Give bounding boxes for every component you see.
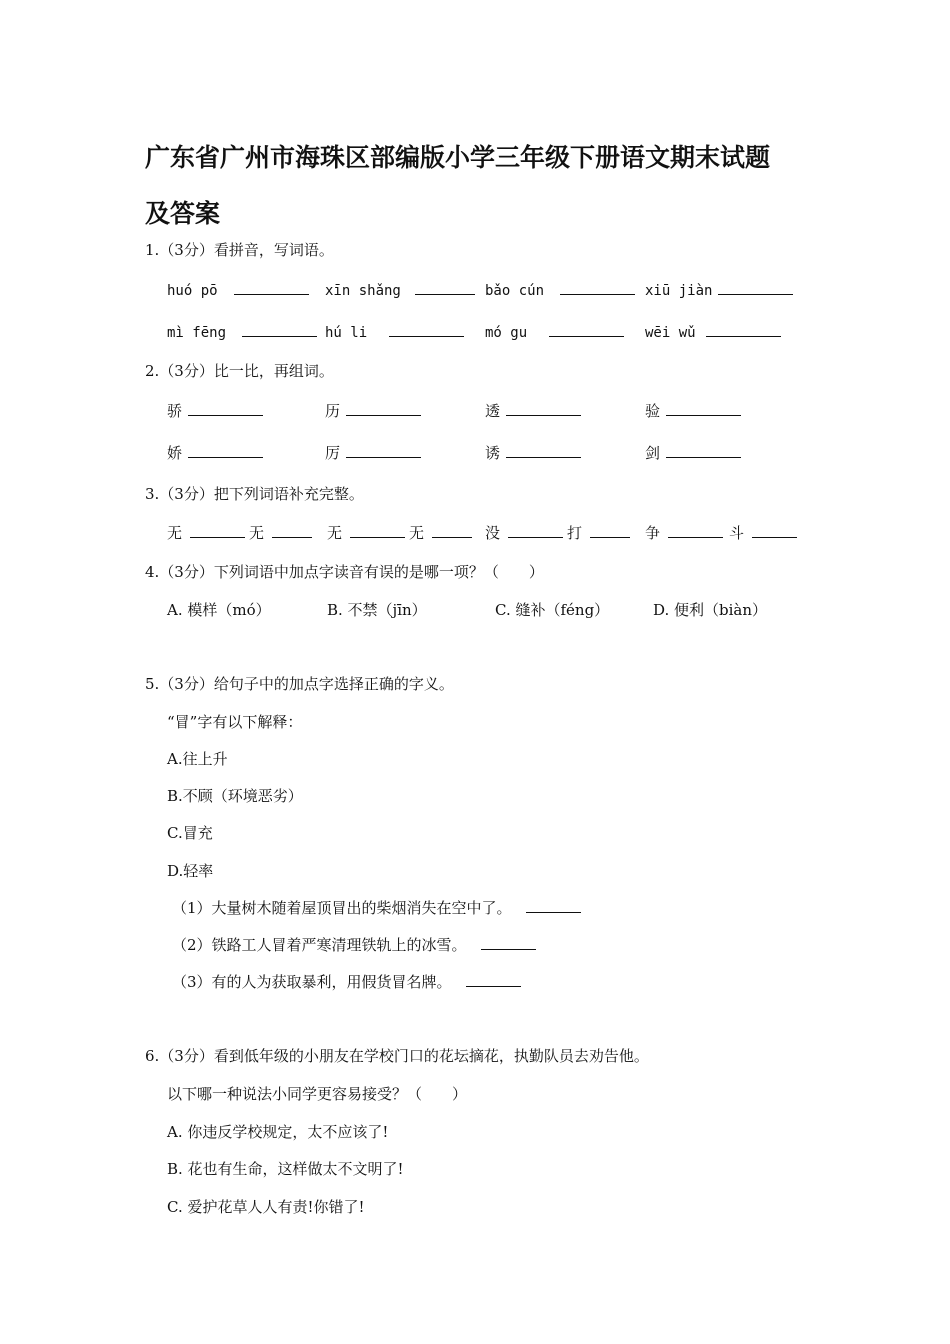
answer-blank[interactable] <box>718 280 793 295</box>
answer-blank[interactable] <box>666 443 741 458</box>
idiom-part: 无 <box>249 524 265 542</box>
question-1-prompt: 1.（3分）看拼音，写词语。 <box>145 241 334 259</box>
answer-blank[interactable] <box>526 898 581 913</box>
pinyin-item: wēi wǔ <box>645 325 696 341</box>
answer-blank[interactable] <box>666 401 741 416</box>
q5-intro: “冒”字有以下解释： <box>167 713 303 731</box>
option-d[interactable]: D. 便利（biàn） <box>653 601 768 619</box>
answer-blank[interactable] <box>188 401 263 416</box>
answer-blank[interactable] <box>508 523 563 538</box>
idiom-part: 无 <box>167 524 183 542</box>
answer-blank[interactable] <box>560 280 635 295</box>
question-3-prompt: 3.（3分）把下列词语补充完整。 <box>145 485 364 503</box>
pinyin-item: xīn shǎng <box>325 283 401 299</box>
option-c[interactable]: C. 爱护花草人人有责!你错了! <box>167 1198 365 1216</box>
answer-blank[interactable] <box>506 443 581 458</box>
character-item: 娇 <box>167 444 183 462</box>
option-b[interactable]: B. 不禁（jīn） <box>327 601 427 619</box>
character-item: 透 <box>485 402 501 420</box>
sentence-text: （2）铁路工人冒着严寒清理铁轨上的冰雪。 <box>172 936 467 954</box>
option-b[interactable]: B. 花也有生命，这样做太不文明了! <box>167 1160 404 1178</box>
character-item: 厉 <box>325 444 341 462</box>
character-item: 验 <box>645 402 661 420</box>
title-line-1: 广东省广州市海珠区部编版小学三年级下册语文期末试题 <box>145 143 771 172</box>
answer-blank[interactable] <box>549 322 624 337</box>
character-item: 剑 <box>645 444 661 462</box>
q6-question: 以下哪一种说法小同学更容易接受？（ ） <box>167 1085 468 1103</box>
idiom-part: 没 <box>485 524 501 542</box>
sentence-text: （3）有的人为获取暴利，用假货冒名牌。 <box>172 973 452 991</box>
answer-blank[interactable] <box>432 523 472 538</box>
answer-blank[interactable] <box>234 280 309 295</box>
idiom-part: 无 <box>409 524 425 542</box>
q5-sentence-2 <box>172 934 536 955</box>
pinyin-item: hú li <box>325 325 368 341</box>
answer-blank[interactable] <box>188 443 263 458</box>
answer-blank[interactable] <box>481 935 536 950</box>
answer-blank[interactable] <box>190 523 245 538</box>
idiom-part: 斗 <box>729 524 745 542</box>
option-c[interactable]: C. 缝补（féng） <box>495 601 610 619</box>
answer-blank[interactable] <box>668 523 723 538</box>
character-item: 历 <box>325 402 341 420</box>
idiom-part: 无 <box>327 524 343 542</box>
option-a[interactable]: A. 你违反学校规定，太不应该了! <box>167 1123 389 1141</box>
option-a[interactable]: A. 模样（mó） <box>167 601 271 619</box>
meaning-b: B.不顾（环境恶劣） <box>167 787 303 805</box>
idiom-part: 打 <box>567 524 583 542</box>
answer-blank[interactable] <box>415 280 475 295</box>
pinyin-item: mó gu <box>485 325 528 341</box>
document-title <box>145 130 825 242</box>
answer-blank[interactable] <box>350 523 405 538</box>
character-item: 骄 <box>167 402 183 420</box>
question-6-prompt: 6.（3分）看到低年级的小朋友在学校门口的花坛摘花，执勤队员去劝告他。 <box>145 1047 649 1065</box>
sentence-text: （1）大量树木随着屋顶冒出的柴烟消失在空中了。 <box>172 899 512 917</box>
answer-blank[interactable] <box>506 401 581 416</box>
question-4-prompt: 4.（3分）下列词语中加点字读音有误的是哪一项？（ ） <box>145 563 544 581</box>
answer-blank[interactable] <box>242 322 317 337</box>
idiom-part: 争 <box>645 524 661 542</box>
q5-sentence-1 <box>172 897 581 918</box>
answer-blank[interactable] <box>346 401 421 416</box>
pinyin-item: bǎo cún <box>485 283 545 299</box>
meaning-a: A.往上升 <box>167 750 228 768</box>
character-item: 诱 <box>485 444 501 462</box>
question-5-prompt: 5.（3分）给句子中的加点字选择正确的字义。 <box>145 675 454 693</box>
answer-blank[interactable] <box>752 523 797 538</box>
answer-blank[interactable] <box>346 443 421 458</box>
question-2-prompt: 2.（3分）比一比，再组词。 <box>145 362 334 380</box>
pinyin-item: xiū jiàn <box>645 283 713 299</box>
answer-blank[interactable] <box>389 322 464 337</box>
meaning-d: D.轻率 <box>167 862 214 880</box>
answer-blank[interactable] <box>590 523 630 538</box>
title-line-2: 及答案 <box>145 199 221 228</box>
pinyin-item: huó pō <box>167 283 218 299</box>
q5-sentence-3 <box>172 971 521 992</box>
answer-blank[interactable] <box>706 322 781 337</box>
meaning-c: C.冒充 <box>167 824 213 842</box>
answer-blank[interactable] <box>272 523 312 538</box>
answer-blank[interactable] <box>466 972 521 987</box>
pinyin-item: mì fēng <box>167 325 227 341</box>
